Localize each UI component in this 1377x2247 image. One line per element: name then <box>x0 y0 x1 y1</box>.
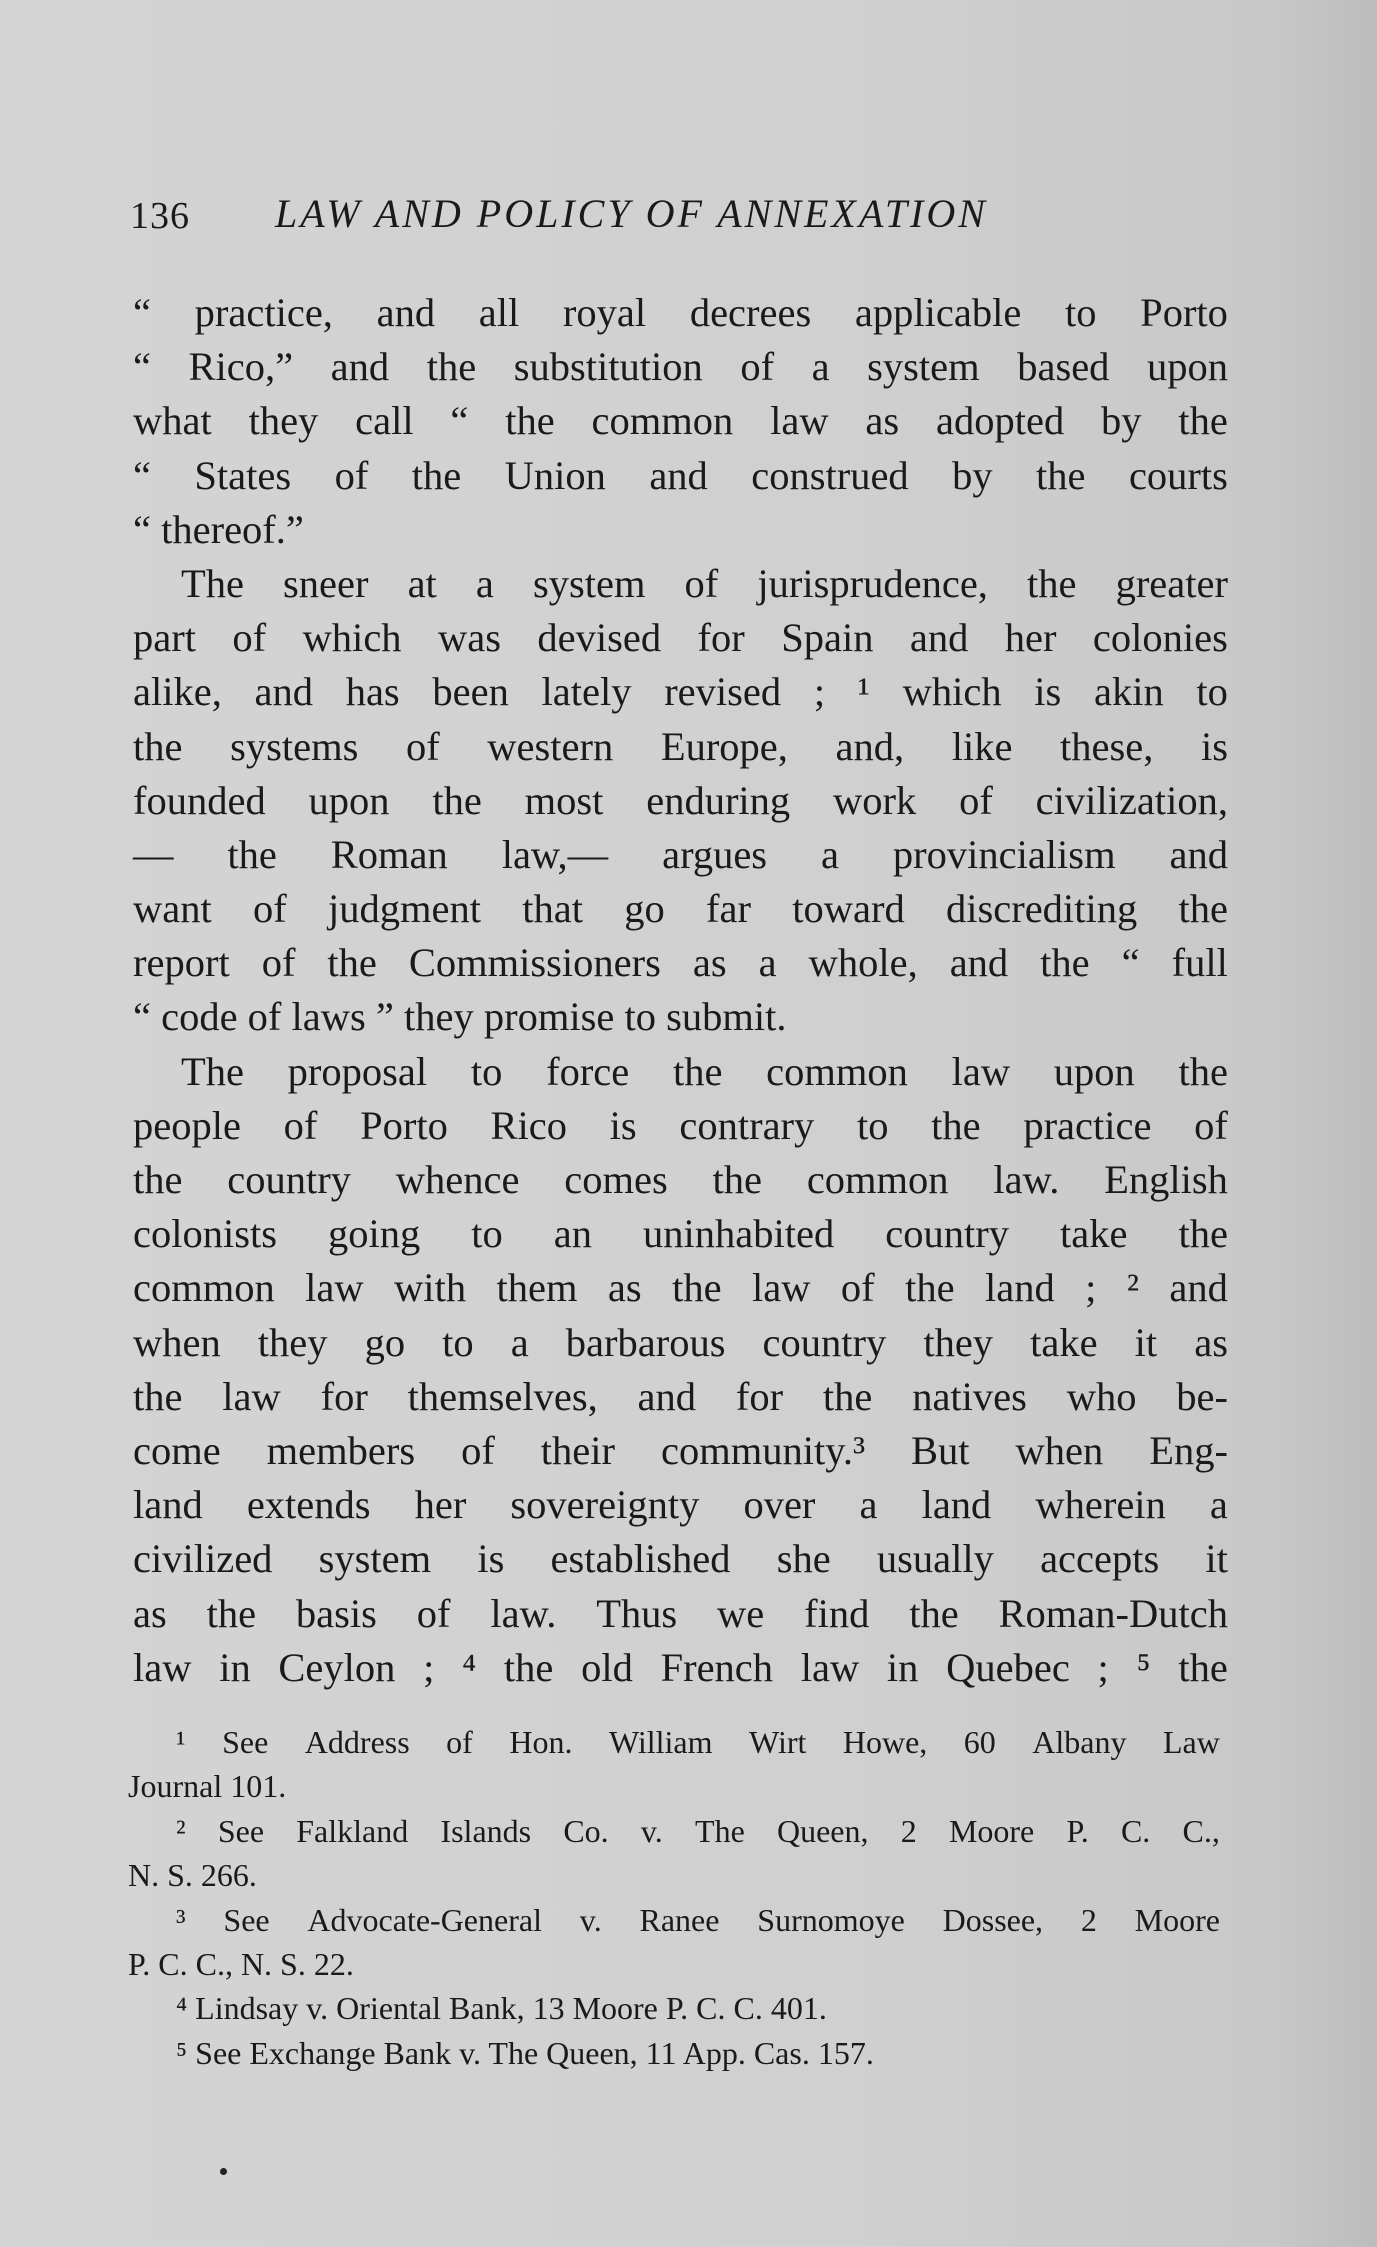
body-line: “ code of laws ” they promise to submit. <box>133 994 787 1040</box>
body-line: common law with them as the law of the land ; ² and <box>133 1265 1228 1311</box>
body-line: colonists going to an uninhabited country take the <box>133 1211 1228 1257</box>
body-line: come members of their community.³ But when Eng- <box>133 1427 1228 1473</box>
body-line: “ States of the Union and construed by the courts <box>133 452 1228 498</box>
footnote-line: ⁴ Lindsay v. Oriental Bank, 13 Moore P. C. C. 401. <box>176 1990 827 2027</box>
footnote-line: Journal 101. <box>128 1768 287 1805</box>
body-line: The proposal to force the common law upon the <box>181 1048 1228 1094</box>
body-line: founded upon the most enduring work of civilization, <box>133 777 1228 823</box>
body-line: — the Roman law,— argues a provincialism and <box>133 831 1228 877</box>
body-line: “ Rico,” and the substitution of a system based upon <box>133 344 1228 390</box>
body-line: alike, and has been lately revised ; ¹ which is akin to <box>133 669 1228 715</box>
footnote-line: P. C. C., N. S. 22. <box>128 1945 354 1982</box>
body-line: the systems of western Europe, and, like these, is <box>133 723 1228 769</box>
footnote-line: ³ See Advocate-General v. Ranee Surnomoye Dossee, 2 Moore <box>176 1901 1220 1938</box>
running-title: LAW AND POLICY OF ANNEXATION <box>275 191 988 236</box>
body-line: civilized system is established she usually accepts it <box>133 1536 1228 1582</box>
body-line: want of judgment that go far toward discrediting the <box>133 886 1228 932</box>
body-line: the country whence comes the common law. English <box>133 1157 1228 1202</box>
body-line: law in Ceylon ; ⁴ the old French law in Quebec ; ⁵ the <box>133 1644 1228 1690</box>
ink-speck <box>220 2168 227 2175</box>
body-line: report of the Commissioners as a whole, and the “ full <box>133 940 1228 986</box>
footnote-line: ¹ See Address of Hon. William Wirt Howe, 60 Albany Law <box>176 1724 1220 1760</box>
footnote-line: ⁵ See Exchange Bank v. The Queen, 11 App. Cas. 157. <box>176 2034 874 2071</box>
body-line: what they call “ the common law as adopted by the <box>133 398 1228 444</box>
footnote-line: ² See Falkland Islands Co. v. The Queen, 2 Moore P. C. C., <box>176 1812 1220 1849</box>
body-line: part of which was devised for Spain and her colonies <box>133 615 1228 661</box>
page-number: 136 <box>130 195 190 237</box>
body-line: the law for themselves, and for the natives who be- <box>133 1373 1228 1419</box>
body-line: people of Porto Rico is contrary to the practice of <box>133 1102 1228 1148</box>
footnote-line: N. S. 266. <box>128 1857 257 1894</box>
body-line: “ practice, and all royal decrees applicable to Porto <box>133 290 1228 335</box>
running-head <box>130 190 1230 240</box>
footnotes <box>128 1720 1220 2075</box>
body-text <box>133 286 1228 1695</box>
body-line: when they go to a barbarous country they take it as <box>133 1319 1228 1365</box>
body-line: as the basis of law. Thus we find the Roman-Dutch <box>133 1590 1228 1636</box>
body-line: land extends her sovereignty over a land wherein a <box>133 1482 1228 1528</box>
body-line: The sneer at a system of jurisprudence, the greater <box>181 560 1228 606</box>
body-line: “ thereof.” <box>133 506 304 552</box>
